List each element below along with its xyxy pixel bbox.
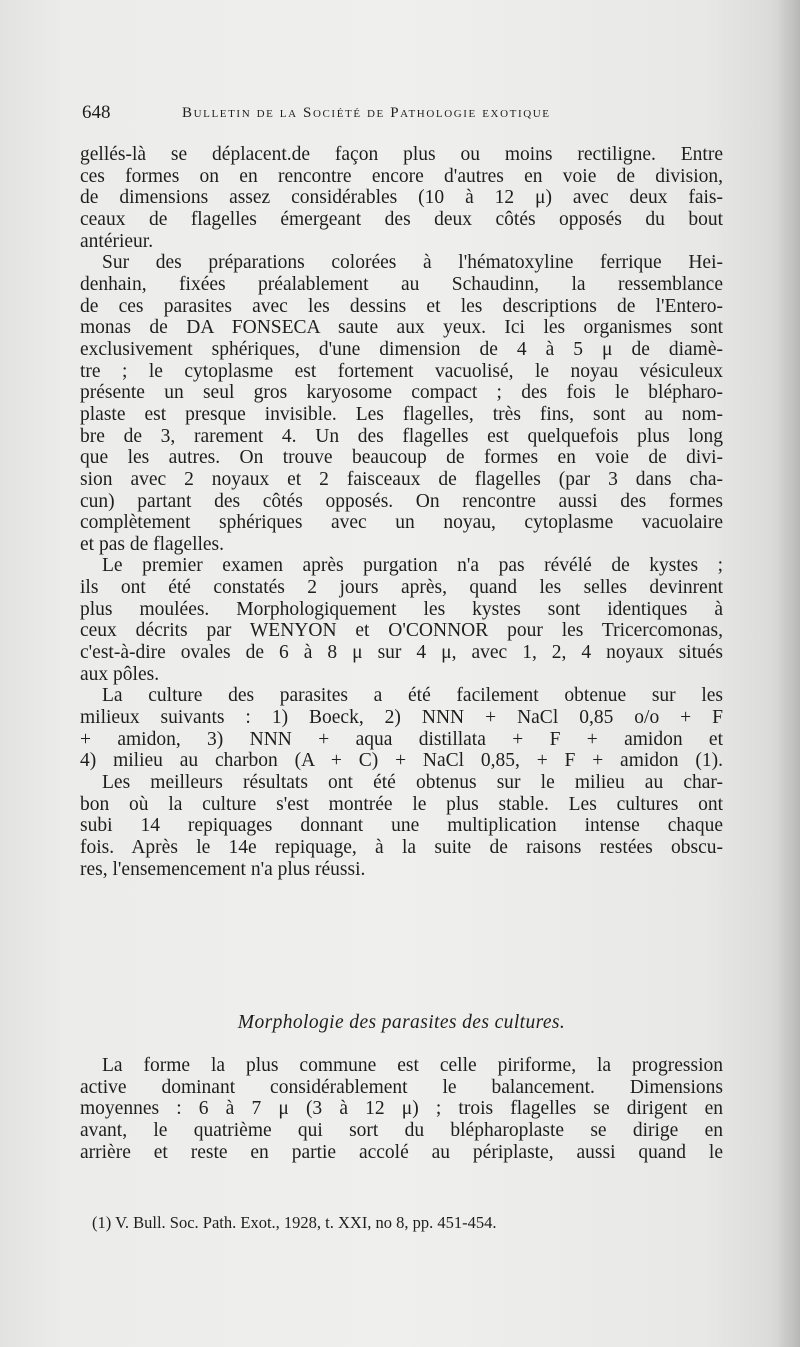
text-line: subi 14 repiquages donnant une multiplication intense chaque <box>80 815 723 837</box>
text-line: La culture des parasites a été facilement obtenue sur les <box>102 685 723 707</box>
text-line: plus moulées. Morphologiquement les kystes sont identiques à <box>80 598 723 620</box>
body-text-continued <box>80 1055 723 1163</box>
text-line: gellés-là se déplacent.de façon plus ou moins rectiligne. Entre <box>80 144 723 165</box>
footnote: (1) V. Bull. Soc. Path. Exot., 1928, t. XXI, no 8, pp. 451-454. <box>92 1213 497 1232</box>
text-line: bre de 3, rarement 4. Un des flagelles est quelquefois plus long <box>80 425 723 447</box>
text-line: c'est-à-dire ovales de 6 à 8 μ sur 4 μ, avec 1, 2, 4 noyaux situés <box>80 642 723 664</box>
text-line: bon où la culture s'est montrée le plus stable. Les cultures ont <box>80 793 723 815</box>
text-line: de ces parasites avec les dessins et les descriptions de l'Entero- <box>80 295 723 317</box>
text-line: présente un seul gros karyosome compact ; des fois le blépharo- <box>80 382 723 404</box>
text-line: + amidon, 3) NNN + aqua distillata + F + amidon et <box>80 728 723 750</box>
text-line: ceaux de flagelles émergeant des deux côtés opposés du bout <box>80 208 723 230</box>
text-line: arrière et reste en partie accolé au périplaste, aussi quand le <box>80 1141 723 1163</box>
text-line: antérieur. <box>80 230 154 252</box>
text-line: La forme la plus commune est celle piriforme, la progression <box>102 1055 723 1076</box>
text-line: ils ont été constatés 2 jours après, quand les selles devinrent <box>80 577 723 599</box>
text-line: res, l'ensemencement n'a plus réussi. <box>80 858 366 880</box>
text-line: monas de DA FONSECA saute aux yeux. Ici les organismes sont <box>80 317 723 339</box>
text-line: Le premier examen après purgation n'a pas révélé de kystes ; <box>102 555 723 577</box>
page-number: 648 <box>82 102 111 123</box>
page-header <box>82 102 722 128</box>
section-heading: Morphologie des parasites des cultures. <box>237 1012 566 1033</box>
text-line: Sur des préparations colorées à l'hématoxyline ferrique Hei- <box>102 252 723 274</box>
text-line: ceux décrits par WENYON et O'CONNOR pour les Tricercomonas, <box>80 620 723 642</box>
text-line: moyennes : 6 à 7 μ (3 à 12 μ) ; trois flagelles se dirigent en <box>80 1098 723 1120</box>
text-line: exclusivement sphériques, d'une dimension de 4 à 5 μ de diamè- <box>80 338 723 360</box>
text-line: aux pôles. <box>80 663 160 685</box>
text-line: active dominant considérablement le balancement. Dimensions <box>80 1076 723 1098</box>
text-line: 4) milieu au charbon (A + C) + NaCl 0,85, + F + amidon (1). <box>80 750 723 772</box>
text-line: que les autres. On trouve beaucoup de formes en voie de divi- <box>80 447 723 469</box>
text-line: et pas de flagelles. <box>80 533 225 555</box>
text-line: ces formes on en rencontre encore d'autres en voie de division, <box>80 165 723 187</box>
text-line: avant, le quatrième qui sort du blépharoplaste se dirige en <box>80 1119 723 1141</box>
page-edge-shadow <box>778 0 800 1347</box>
text-line: Les meilleurs résultats ont été obtenus sur le milieu au char- <box>102 772 723 794</box>
text-line: plaste est presque invisible. Les flagelles, très fins, sont au nom- <box>80 403 723 425</box>
text-line: complètement sphériques avec un noyau, cytoplasme vacuolaire <box>80 512 723 534</box>
running-head: Bulletin de la Société de Pathologie exotique <box>182 105 551 121</box>
text-line: fois. Après le 14e repiquage, à la suite de raisons restées obscu- <box>80 837 723 858</box>
text-line: sion avec 2 noyaux et 2 faisceaux de flagelles (par 3 dans cha- <box>80 468 723 490</box>
text-line: tre ; le cytoplasme est fortement vacuolisé, le noyau vésiculeux <box>80 360 723 382</box>
body-text <box>80 144 723 880</box>
text-line: milieux suivants : 1) Boeck, 2) NNN + NaCl 0,85 o/o + F <box>80 707 723 729</box>
text-line: de dimensions assez considérables (10 à 12 μ) avec deux fais- <box>80 187 723 209</box>
text-line: cun) partant des côtés opposés. On rencontre aussi des formes <box>80 490 723 512</box>
text-line: denhain, fixées préalablement au Schaudinn, la ressemblance <box>80 273 723 295</box>
